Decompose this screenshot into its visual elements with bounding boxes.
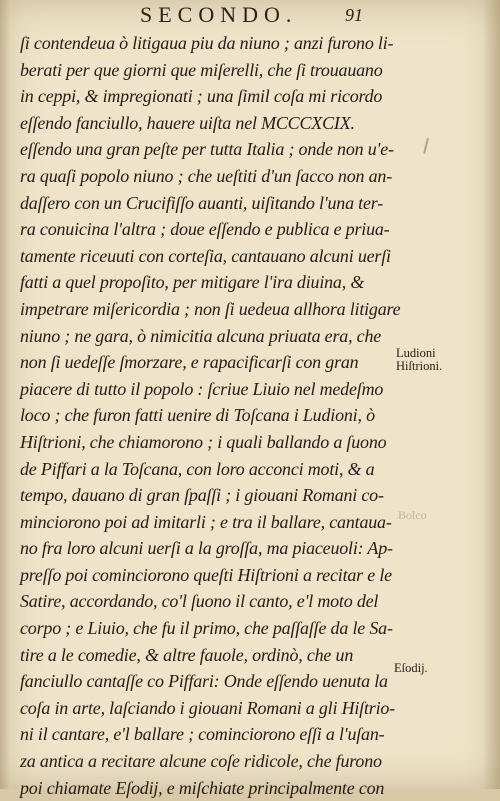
text-line: no fra loro alcuni uerſi a la groſſa, ma piaceuoli: Ap- xyxy=(20,538,393,559)
text-line: loco ; che furon fatti uenire di Toſcana i Ludioni, ò xyxy=(20,405,375,426)
running-head xyxy=(0,2,500,26)
page-number: 91 xyxy=(345,5,363,25)
text-line: tempo, dauano di gran ſpaſſi ; i giouani Romani co- xyxy=(20,485,384,506)
text-line: minciorono poi ad imitarli ; e tra il ballare, cantaua- xyxy=(20,511,392,532)
text-line: corpo ; e Liuio, che fu il primo, che paſſaſſe da le Sa- xyxy=(20,618,393,639)
text-line: berati per que giorni que miſerelli, che ſi trouauano xyxy=(20,59,383,80)
text-line: in ceppi, & impregionati ; una ſimil coſa mi ricordo xyxy=(20,86,383,107)
text-line: ſi contendeua ò litigaua piu da niuno ; anzi furono li- xyxy=(20,33,394,53)
marginal-note-ludioni xyxy=(396,347,442,373)
text-line: ra quaſi popolo niuno ; che ueſtiti d'un ſacco non an- xyxy=(20,165,392,186)
text-line: coſa in arte, laſciando i giouani Romani a gli Hiſtrio- xyxy=(20,697,395,718)
text-line: fanciullo cantaſſe co Piffari: Onde eſſendo uenuta la xyxy=(20,671,388,692)
text-line: Hiſtrioni, che chiamorono ; i quali ballando a ſuono xyxy=(20,431,387,452)
page-edge-shadow xyxy=(0,0,10,789)
text-line: piacere di tutto il popolo : ſcriue Liuio nel medeſmo xyxy=(20,378,384,399)
text-line: Satire, accordando, co'l ſuono il canto, e'l moto del xyxy=(20,591,379,612)
text-line: poi chiamate Eſodij, e miſchiate principalmente con xyxy=(20,777,385,798)
text-line: impetrare miſericordia ; non ſi uedeua allhora litigare xyxy=(20,298,401,319)
text-line: tire a le comedie, & altre fauole, ordinò, che un xyxy=(20,644,354,665)
text-line: non ſi uedeſſe ſmorzare, e rapacificarſi con gran xyxy=(20,352,359,373)
text-line: preſſo poi cominciorono queſti Hiſtrioni a recitar e le xyxy=(20,564,392,585)
text-line: daſſero con un Crucifiſſo auanti, uiſitando l'una ter- xyxy=(20,192,384,213)
gutter-shadow xyxy=(482,0,500,789)
text-line: eſſendo fanciullo, hauere uiſta nel MCCCXCIX. xyxy=(20,112,355,133)
text-line: niuno ; ne gara, ò nimicitia alcuna priuata era, che xyxy=(20,325,382,346)
text-line: tamente riceuuti con corteſia, cantauano alcuni uerſi xyxy=(20,245,391,266)
text-line: eſſendo una gran peſte per tutta Italia ; onde non u'e- xyxy=(20,139,394,160)
ink-stroke-mark xyxy=(423,138,429,154)
text-line: de Piffari a la Toſcana, con loro acconci moti, & a xyxy=(20,458,375,479)
marginal-note-line: Ludioni xyxy=(396,346,436,360)
text-line: ra conuicina l'altra ; doue eſſendo e publica e priua- xyxy=(20,219,390,240)
marginal-note-line: Hiſtrioni. xyxy=(396,359,443,373)
text-line: za antica a recitare alcune coſe ridicole, che furono xyxy=(20,751,382,772)
text-line: ni il cantare, e'l ballare ; cominciorono eſſi a l'uſan- xyxy=(20,724,385,745)
bleed-through-text: Bolco xyxy=(398,508,427,522)
marginal-note-esodii: Eſodij. xyxy=(394,661,428,675)
text-line: fatti a quel propoſito, per mitigare l'ira diuina, & xyxy=(20,272,365,293)
running-title: SECONDO. xyxy=(140,2,298,27)
body-text xyxy=(20,30,401,801)
